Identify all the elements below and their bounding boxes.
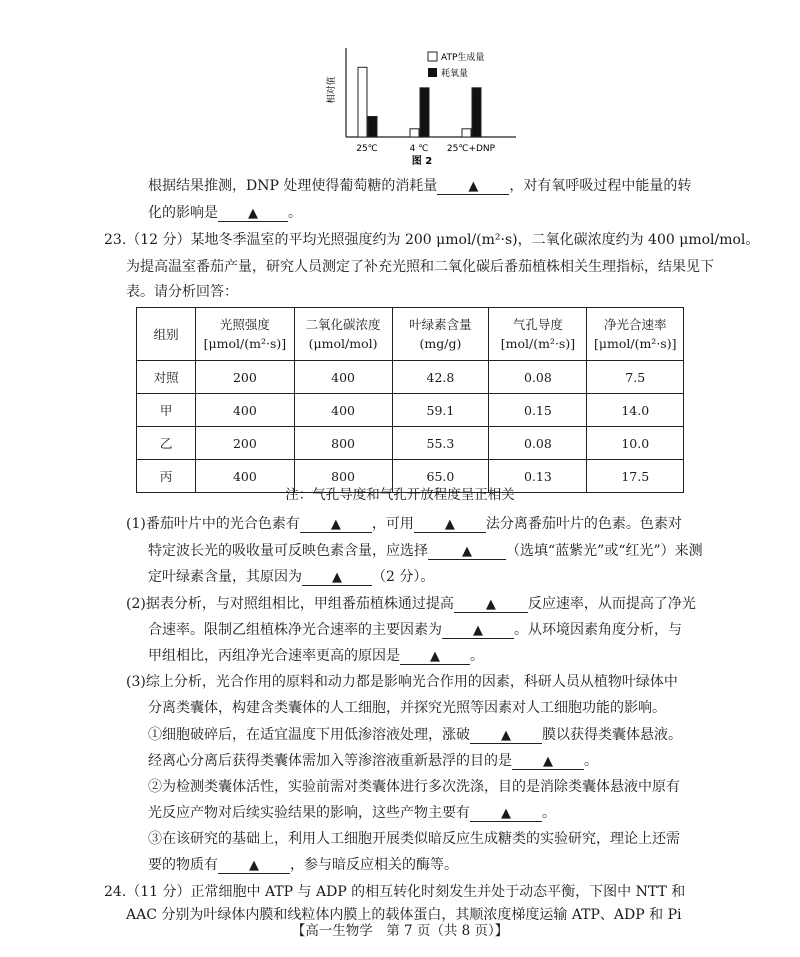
- bar-oxygen-0: [368, 117, 377, 138]
- text: 合速率。限制乙组植株净光合速率的主要因素为: [148, 622, 442, 638]
- bar-atp-0: [358, 67, 367, 137]
- col-header: 叶绿素含量 (mg/g): [392, 308, 489, 361]
- bar-oxygen-1: [420, 88, 429, 137]
- cell: 800: [294, 460, 392, 493]
- q23-p1-line2: [148, 541, 703, 561]
- text: 甲组相比，丙组净光合速率更高的原因是: [148, 648, 400, 664]
- q24-line2: AAC 分别为叶绿体内膜和线粒体内膜上的载体蛋白，其顺浓度梯度运输 ATP、ADP 和 Pi: [126, 907, 682, 923]
- figure-2-chart: [320, 40, 520, 170]
- q24-line1: 24.（11 分）正常细胞中 ATP 与 ADP 的相互转化时刻发生并处于动态平衡，下图中 NTT 和: [104, 884, 686, 900]
- answer-blank[interactable]: [218, 205, 288, 222]
- answer-blank[interactable]: [300, 516, 372, 533]
- blank-mark: ▲: [543, 754, 553, 769]
- blank-mark: ▲: [462, 544, 472, 559]
- cell: 65.0: [392, 460, 489, 493]
- cell: 0.08: [489, 361, 587, 394]
- x-tick-label: 25℃+DNP: [446, 144, 496, 154]
- text: 。: [470, 648, 484, 664]
- col-header: 净光合速率 [μmol/(m²·s)]: [587, 308, 684, 361]
- page-footer: 【高一生物学 第 7 页（共 8 页）】: [291, 923, 509, 939]
- answer-blank[interactable]: [512, 753, 584, 770]
- blank-mark: ▲: [468, 179, 479, 194]
- q23-head2: 为提高温室番茄产量，研究人员测定了补充光照和二氧化碳后番茄植株相关生理指标，结果见下: [126, 259, 714, 275]
- text: (2)据表分析，与对照组相比，甲组番茄植株通过提高: [126, 596, 454, 612]
- text: 反应速率，从而提高了净光: [527, 596, 696, 612]
- table-note: 注：气孔导度和气孔开放程度呈正相关: [285, 487, 515, 503]
- q23-p1-line3: [148, 567, 434, 587]
- text: 。从环境因素角度分析，与: [514, 622, 682, 638]
- col-header: 组别: [137, 308, 196, 361]
- text: 化的影响是: [148, 205, 218, 221]
- text: ，可用: [371, 516, 414, 532]
- text: 根据结果推测，DNP 处理使得葡萄糖的消耗量: [148, 178, 438, 194]
- blank-mark: ▲: [501, 728, 511, 743]
- text: ①细胞破碎后，在适宜温度下用低渗溶液处理，涨破: [148, 727, 470, 743]
- blank-mark: ▲: [501, 806, 511, 821]
- answer-blank[interactable]: [454, 596, 528, 613]
- cell: 对照: [137, 361, 196, 394]
- blank-mark: ▲: [444, 517, 455, 532]
- answer-blank[interactable]: [437, 178, 509, 195]
- legend-swatch-oxygen: [428, 68, 437, 77]
- table-row: [137, 394, 684, 427]
- text: （2 分）。: [372, 569, 435, 585]
- x-tick-label: 4 ℃: [409, 144, 429, 154]
- q23-head3: 表。请分析回答：: [126, 284, 238, 300]
- cell: 0.15: [489, 394, 587, 427]
- text: ，对有氧呼吸过程中能量的转: [509, 178, 692, 194]
- cell: 14.0: [587, 394, 684, 427]
- cell: 甲: [137, 394, 196, 427]
- cell: 10.0: [587, 427, 684, 460]
- col-header: 光照强度 [μmol/(m²·s)]: [196, 308, 294, 361]
- blank-mark: ▲: [485, 597, 496, 612]
- chart-ylabel: 相对值: [327, 76, 337, 104]
- legend-swatch-atp: [428, 52, 437, 61]
- answer-blank[interactable]: [470, 727, 542, 744]
- text: 法分离番茄叶片的色素。色素对: [485, 516, 682, 532]
- answer-blank[interactable]: [442, 622, 514, 639]
- text: ，参与暗反应相关的酶等。: [290, 857, 458, 873]
- bar-atp-2: [462, 129, 471, 137]
- figure-caption: 图 2: [411, 156, 433, 167]
- answer-blank[interactable]: [218, 857, 290, 874]
- text: 。: [288, 205, 302, 221]
- answer-blank[interactable]: [302, 569, 372, 586]
- q23-p3-line1: (3)综上分析，光合作用的原料和动力都是影响光合作用的因素，科研人员从植物叶绿体中: [126, 674, 678, 690]
- text: (1)番茄叶片中的光合色素有: [126, 516, 300, 532]
- cell: 0.08: [489, 427, 587, 460]
- answer-blank[interactable]: [414, 516, 486, 533]
- q22-line1: [148, 176, 691, 196]
- blank-mark: ▲: [473, 623, 483, 638]
- cell: 200: [196, 427, 294, 460]
- answer-blank[interactable]: [428, 543, 506, 560]
- blank-mark: ▲: [248, 206, 258, 221]
- cell: 400: [294, 394, 392, 427]
- q23-p3-line2: 分离类囊体，构建含类囊体的人工细胞，并探究光照等因素对人工细胞功能的影响。: [148, 700, 666, 716]
- text: 要的物质有: [148, 857, 218, 873]
- q23-p3-s2-line1: ②为检测类囊体活性，实验前需对类囊体进行多次洗涤，目的是消除类囊体悬液中原有: [148, 779, 680, 795]
- answer-blank[interactable]: [470, 805, 542, 822]
- cell: 400: [196, 394, 294, 427]
- cell: 17.5: [587, 460, 684, 493]
- q23-p3-s3-line1: ③在该研究的基础上，利用人工细胞开展类似暗反应生成糖类的实验研究，理论上还需: [148, 831, 680, 847]
- table-row: [137, 427, 684, 460]
- text: 经离心分离后获得类囊体需加入等渗溶液重新悬浮的目的是: [148, 753, 512, 769]
- text: 定叶绿素含量，其原因为: [148, 569, 302, 585]
- q23-p3-s2-line2: [148, 803, 556, 823]
- cell: 0.13: [489, 460, 587, 493]
- blank-mark: ▲: [330, 517, 341, 532]
- q22-line2: [148, 203, 302, 223]
- text: 。: [584, 753, 598, 769]
- q23-p3-s1-line2: [148, 751, 598, 771]
- cell: 丙: [137, 460, 196, 493]
- text: 膜以获得类囊体悬液。: [542, 727, 682, 743]
- cell: 400: [196, 460, 294, 493]
- cell: 42.8: [392, 361, 489, 394]
- text: 特定波长光的吸收量可反映色素含量，应选择: [148, 543, 428, 559]
- blank-mark: ▲: [332, 570, 342, 585]
- legend-label-atp: ATP生成量: [441, 53, 485, 63]
- table-row: [137, 361, 684, 394]
- cell: 55.3: [392, 427, 489, 460]
- q23-p2-line2: [148, 620, 682, 640]
- q23-p1-line1: [126, 514, 682, 534]
- q23-p2-line3: [148, 646, 484, 666]
- cell: 400: [294, 361, 392, 394]
- cell: 200: [196, 361, 294, 394]
- blank-mark: ▲: [430, 649, 440, 664]
- q23-p3-s1-line1: [148, 725, 682, 745]
- col-header: 二氧化碳浓度 (μmol/mol): [294, 308, 392, 361]
- cell: 乙: [137, 427, 196, 460]
- cell: 800: [294, 427, 392, 460]
- cell: 59.1: [392, 394, 489, 427]
- col-header: 气孔导度 [mol/(m²·s)]: [489, 308, 587, 361]
- text: 。: [542, 805, 556, 821]
- bar-oxygen-2: [472, 88, 481, 137]
- answer-blank[interactable]: [400, 648, 470, 665]
- text: 光反应产物对后续实验结果的影响，这些产物主要有: [148, 805, 470, 821]
- x-tick-label: 25℃: [356, 144, 378, 154]
- cell: 7.5: [587, 361, 684, 394]
- q23-head1: 23.（12 分）某地冬季温室的平均光照强度约为 200 μmol/(m²·s)，二氧化碳浓度约为 400 μmol/mol。: [104, 232, 760, 248]
- blank-mark: ▲: [249, 858, 259, 873]
- q23-p2-line1: [126, 594, 696, 614]
- legend-label-oxygen: 耗氧量: [441, 69, 469, 79]
- text: （选填“蓝紫光”或“红光”）来测: [506, 543, 703, 559]
- data-table: [136, 307, 684, 493]
- table-header-row: [137, 308, 684, 361]
- q23-p3-s3-line2: [148, 855, 458, 875]
- bar-atp-1: [410, 129, 419, 137]
